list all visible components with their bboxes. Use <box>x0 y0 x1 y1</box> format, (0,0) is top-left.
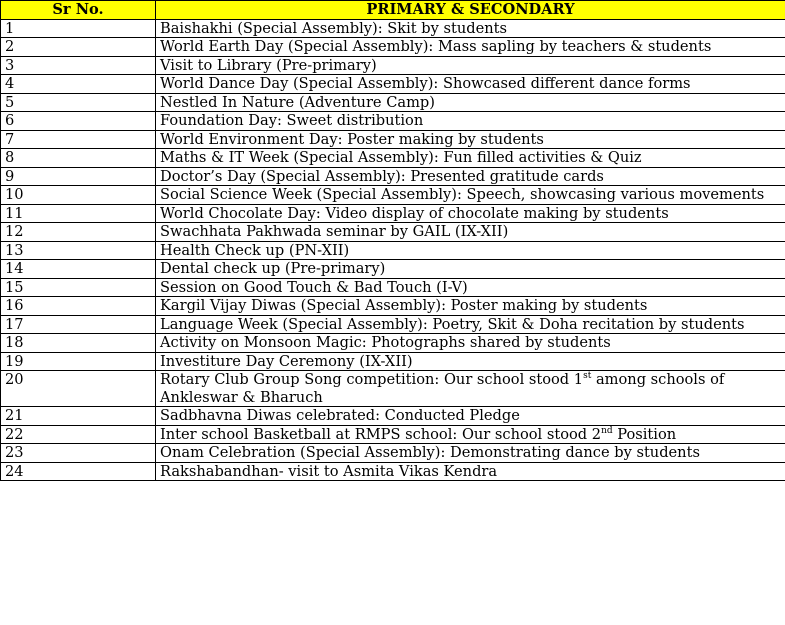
sr-cell: 20 <box>1 371 156 407</box>
table-row <box>1 444 785 463</box>
table-row <box>1 167 785 186</box>
sr-cell: 7 <box>1 130 156 149</box>
activity-cell: World Environment Day: Poster making by students <box>156 130 785 149</box>
table-row <box>1 112 785 131</box>
sr-cell: 11 <box>1 204 156 223</box>
table-row <box>1 223 785 242</box>
activity-text: Position <box>612 425 677 443</box>
activity-cell: Swachhata Pakhwada seminar by GAIL (IX-XII) <box>156 223 785 242</box>
sr-cell: 9 <box>1 167 156 186</box>
activity-cell: Baishakhi (Special Assembly): Skit by students <box>156 19 785 38</box>
sr-cell: 5 <box>1 93 156 112</box>
table-row <box>1 19 785 38</box>
table-row <box>1 149 785 168</box>
sr-cell: 3 <box>1 56 156 75</box>
sr-cell: 17 <box>1 315 156 334</box>
activity-cell: Doctor’s Day (Special Assembly): Presented gratitude cards <box>156 167 785 186</box>
table-row <box>1 260 785 279</box>
table-row <box>1 241 785 260</box>
activity-cell: Visit to Library (Pre-primary) <box>156 56 785 75</box>
section-header: PRIMARY & SECONDARY <box>156 1 785 20</box>
table-row <box>1 278 785 297</box>
activity-cell: Investiture Day Ceremony (IX-XII) <box>156 352 785 371</box>
table-row <box>1 130 785 149</box>
table-row <box>1 186 785 205</box>
sr-cell: 8 <box>1 149 156 168</box>
activity-cell <box>156 371 785 407</box>
activity-cell: Onam Celebration (Special Assembly): Demonstrating dance by students <box>156 444 785 463</box>
activity-text: among schools of Ankleswar & Bharuch <box>160 371 725 406</box>
ordinal-suffix: nd <box>601 425 613 436</box>
activity-cell: Nestled In Nature (Adventure Camp) <box>156 93 785 112</box>
activity-cell: World Dance Day (Special Assembly): Showcased different dance forms <box>156 75 785 94</box>
table-row <box>1 297 785 316</box>
sr-no-header: Sr No. <box>1 1 156 20</box>
sr-cell: 19 <box>1 352 156 371</box>
sr-cell: 18 <box>1 334 156 353</box>
sr-cell: 4 <box>1 75 156 94</box>
table-row <box>1 56 785 75</box>
activity-cell: Foundation Day: Sweet distribution <box>156 112 785 131</box>
table-row <box>1 315 785 334</box>
activity-text: Rotary Club Group Song competition: Our school stood 1 <box>160 371 584 388</box>
sr-cell: 15 <box>1 278 156 297</box>
table-row <box>1 352 785 371</box>
sr-cell: 14 <box>1 260 156 279</box>
activity-cell: Language Week (Special Assembly): Poetry, Skit & Doha recitation by students <box>156 315 785 334</box>
activity-cell: Dental check up (Pre-primary) <box>156 260 785 279</box>
activity-cell: Kargil Vijay Diwas (Special Assembly): Poster making by students <box>156 297 785 316</box>
table-row <box>1 204 785 223</box>
sr-cell: 10 <box>1 186 156 205</box>
table-row <box>1 38 785 57</box>
activity-cell: Health Check up (PN-XII) <box>156 241 785 260</box>
activity-cell: Maths & IT Week (Special Assembly): Fun filled activities & Quiz <box>156 149 785 168</box>
activity-cell <box>156 425 785 444</box>
sr-cell: 22 <box>1 425 156 444</box>
table-row <box>1 425 785 444</box>
activity-cell: World Earth Day (Special Assembly): Mass sapling by teachers & students <box>156 38 785 57</box>
sr-cell: 12 <box>1 223 156 242</box>
activity-cell: World Chocolate Day: Video display of chocolate making by students <box>156 204 785 223</box>
sr-cell: 1 <box>1 19 156 38</box>
activity-cell: Social Science Week (Special Assembly): Speech, showcasing various movements <box>156 186 785 205</box>
sr-cell: 6 <box>1 112 156 131</box>
activity-cell: Session on Good Touch & Bad Touch (I-V) <box>156 278 785 297</box>
sr-cell: 16 <box>1 297 156 316</box>
activity-cell: Activity on Monsoon Magic: Photographs shared by students <box>156 334 785 353</box>
table-row <box>1 93 785 112</box>
table-row <box>1 407 785 426</box>
sr-cell: 21 <box>1 407 156 426</box>
ordinal-suffix: st <box>583 371 592 381</box>
table-header-row <box>1 1 785 20</box>
activity-cell: Rakshabandhan- visit to Asmita Vikas Kendra <box>156 462 785 481</box>
table-row <box>1 371 785 407</box>
activity-cell: Sadbhavna Diwas celebrated: Conducted Pledge <box>156 407 785 426</box>
sr-cell: 2 <box>1 38 156 57</box>
sr-cell: 24 <box>1 462 156 481</box>
table-row <box>1 75 785 94</box>
activity-text: Inter school Basketball at RMPS school: Our school stood 2 <box>160 425 602 443</box>
table-row <box>1 334 785 353</box>
table-row <box>1 462 785 481</box>
sr-cell: 23 <box>1 444 156 463</box>
sr-cell: 13 <box>1 241 156 260</box>
